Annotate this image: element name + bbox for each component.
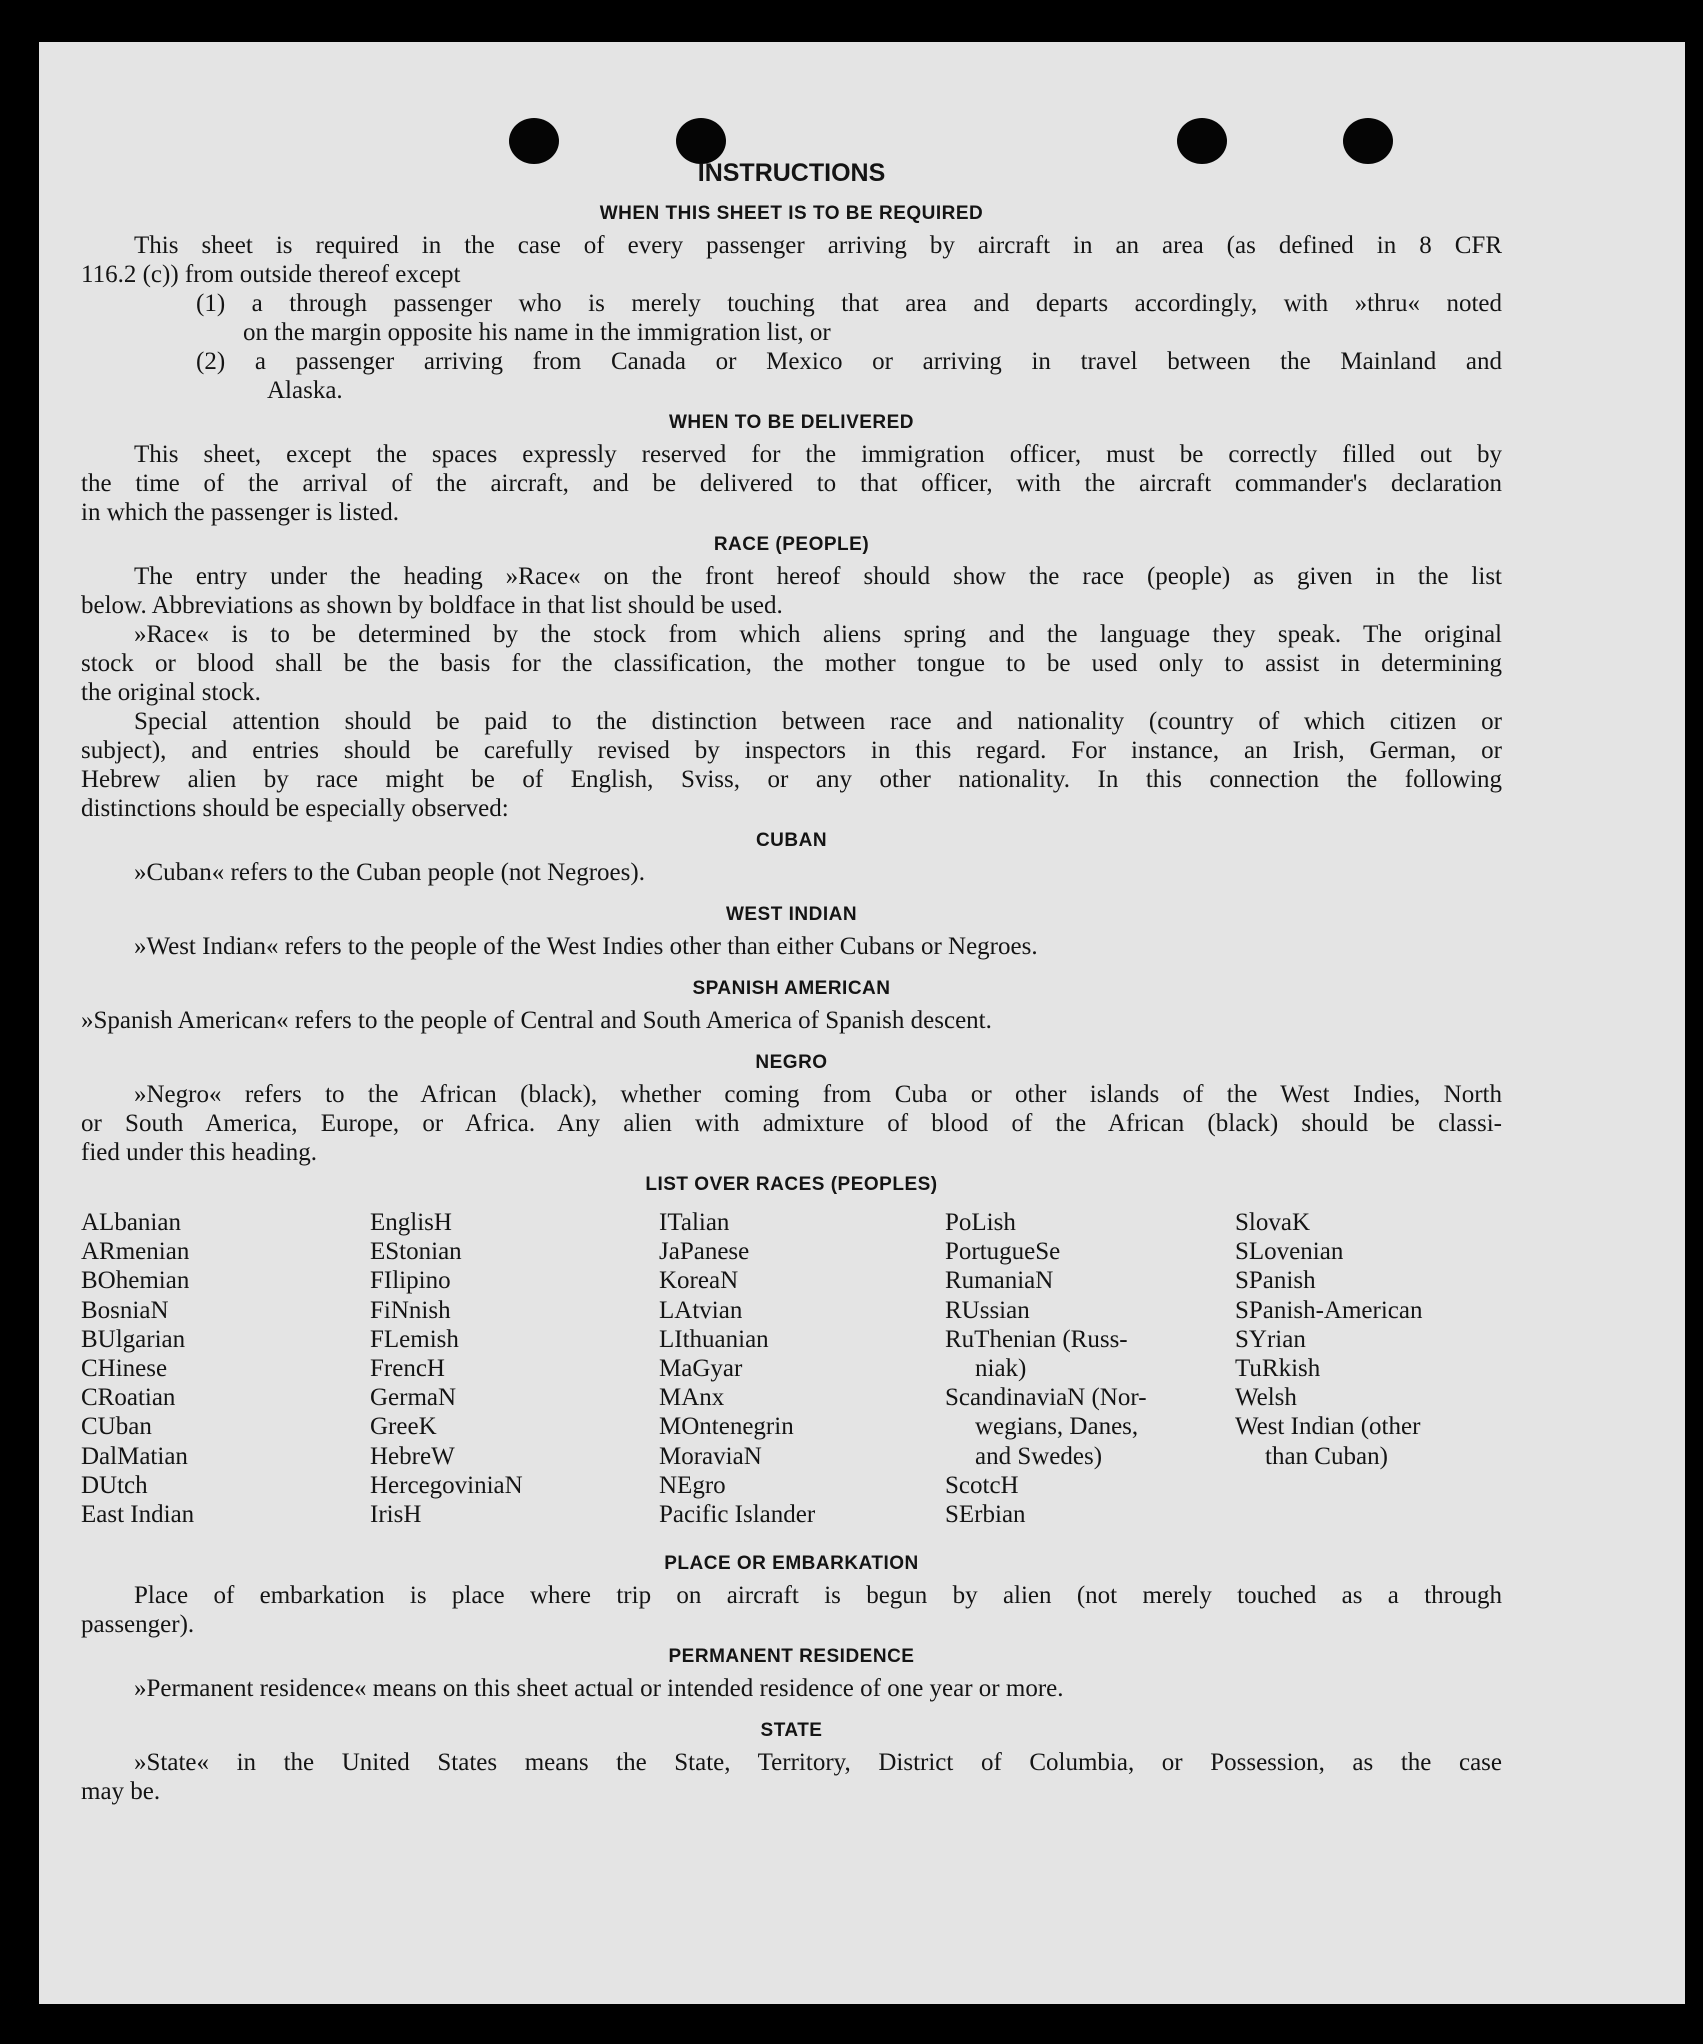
race-item: East Indian xyxy=(81,1500,195,1528)
text-line: »Race« is to be determined by the stock from which aliens spring and the language they speak. The original xyxy=(134,621,1502,648)
race-item: FIlipino xyxy=(370,1267,451,1295)
race-item: ALbanian xyxy=(81,1209,181,1236)
race-item: JaPanese xyxy=(659,1238,750,1266)
race-item: LIthuanian xyxy=(659,1325,769,1353)
race-item: Welsh xyxy=(1235,1384,1297,1412)
section xyxy=(81,1167,1502,1546)
text-line: Place of embarkation is place where trip on aircraft is begun by alien (not merely touched as a through xyxy=(134,1582,1502,1609)
race-item: ScotcH xyxy=(945,1471,1019,1499)
paragraph xyxy=(81,347,1502,405)
race-item: BosniaN xyxy=(81,1296,169,1324)
race-item: niak) xyxy=(975,1354,1027,1382)
race-item: SPanish-American xyxy=(1235,1296,1423,1324)
section xyxy=(81,1546,1502,1639)
paragraph xyxy=(81,932,1502,961)
text-line: This sheet, except the spaces expressly reserved for the immigration officer, must be correctly filled out by xyxy=(134,441,1502,468)
race-item: LAtvian xyxy=(659,1296,743,1324)
paragraph xyxy=(81,562,1502,620)
race-item: SlovaK xyxy=(1235,1209,1310,1236)
section xyxy=(81,1045,1502,1167)
race-item: and Swedes) xyxy=(975,1442,1103,1470)
race-item: wegians, Danes, xyxy=(975,1413,1139,1441)
section xyxy=(81,1713,1502,1806)
text-line: »Spanish American« refers to the people of Central and South America of Spanish descent. xyxy=(81,1007,992,1034)
race-item: EnglisH xyxy=(370,1209,452,1236)
paragraph xyxy=(81,620,1502,707)
instructions-content xyxy=(81,155,1502,1806)
race-item: MOntenegrin xyxy=(659,1413,794,1441)
text-line: (1) a through passenger who is merely touching that area and departs accordingly, with »thru« noted xyxy=(196,290,1502,317)
race-item: PoLish xyxy=(945,1209,1016,1236)
race-item: BUlgarian xyxy=(81,1325,186,1353)
race-item: ScandinaviaN (Nor- xyxy=(945,1384,1147,1412)
text-line: or South America, Europe, or Africa. Any alien with admixture of blood of the African (black) should be classi- xyxy=(81,1110,1502,1137)
section xyxy=(81,971,1502,1035)
section xyxy=(81,823,1502,887)
text-line: stock or blood shall be the basis for the classification, the mother tongue to be used only to assist in determining xyxy=(81,650,1502,677)
section-heading: WHEN THIS SHEET IS TO BE REQUIRED xyxy=(599,203,984,224)
race-item: IrisH xyxy=(370,1500,422,1528)
text-line: the time of the arrival of the aircraft, and be delivered to that officer, with the aircraft commander's declaration xyxy=(81,470,1502,497)
race-column xyxy=(370,1208,523,1529)
text-line: »Cuban« refers to the Cuban people (not Negroes). xyxy=(134,859,645,886)
section-heading: NEGRO xyxy=(755,1052,828,1073)
section-heading: LIST OVER RACES (PEOPLES) xyxy=(645,1174,938,1195)
race-item: MoraviaN xyxy=(659,1442,762,1470)
paragraph xyxy=(81,707,1502,823)
race-item: ITalian xyxy=(659,1209,730,1236)
race-item: RuThenian (Russ- xyxy=(945,1325,1128,1353)
paragraph xyxy=(81,231,1502,289)
race-item: SLovenian xyxy=(1235,1238,1344,1266)
paragraph xyxy=(81,1674,1502,1703)
text-line: below. Abbreviations as shown by boldface in that list should be used. xyxy=(81,592,783,619)
race-item: PortugueSe xyxy=(945,1238,1061,1266)
text-line: subject), and entries should be carefully revised by inspectors in this regard. For instance, an Irish, German, or xyxy=(81,737,1502,764)
race-item: HercegoviniaN xyxy=(370,1471,523,1499)
race-item: HebreW xyxy=(370,1442,455,1470)
text-line: may be. xyxy=(81,1778,161,1805)
section xyxy=(81,527,1502,823)
race-item: SYrian xyxy=(1235,1325,1306,1353)
text-line: 116.2 (c)) from outside thereof except xyxy=(81,261,461,288)
text-line: passenger). xyxy=(81,1611,195,1638)
race-item: ARmenian xyxy=(81,1238,190,1266)
race-item: SPanish xyxy=(1235,1267,1316,1295)
race-column xyxy=(81,1208,194,1529)
race-item: BOhemian xyxy=(81,1267,190,1295)
paragraph xyxy=(81,289,1502,347)
race-item: RumaniaN xyxy=(945,1267,1054,1295)
race-item: than Cuban) xyxy=(1265,1442,1388,1470)
text-line: Alaska. xyxy=(267,377,343,404)
section-heading: RACE (PEOPLE) xyxy=(713,534,870,555)
race-item: EStonian xyxy=(370,1238,462,1266)
section xyxy=(81,897,1502,961)
text-line: Hebrew alien by race might be of English, Sviss, or any other nationality. In this connection the following xyxy=(81,766,1502,793)
race-item: MaGyar xyxy=(659,1354,743,1382)
section-heading: PERMANENT RESIDENCE xyxy=(668,1646,915,1667)
text-line: (2) a passenger arriving from Canada or Mexico or arriving in travel between the Mainland and xyxy=(196,348,1502,375)
race-item: RUssian xyxy=(945,1296,1030,1324)
race-item: MAnx xyxy=(659,1384,725,1412)
race-item: FLemish xyxy=(370,1325,459,1353)
race-item: DalMatian xyxy=(81,1442,188,1470)
paragraph xyxy=(81,858,1502,887)
text-line: The entry under the heading »Race« on the front hereof should show the race (people) as given in the list xyxy=(134,563,1502,590)
race-item: TuRkish xyxy=(1235,1354,1321,1382)
race-item: West Indian (other xyxy=(1235,1413,1421,1441)
race-item: FiNnish xyxy=(370,1296,451,1324)
text-line: distinctions should be especially observed: xyxy=(81,795,509,822)
race-item: SErbian xyxy=(945,1500,1026,1528)
race-item: DUtch xyxy=(81,1471,148,1499)
text-line: on the margin opposite his name in the immigration list, or xyxy=(243,319,831,346)
race-item: GermaN xyxy=(370,1384,457,1412)
section-heading: CUBAN xyxy=(755,830,828,851)
paragraph xyxy=(81,440,1502,527)
text-line: in which the passenger is listed. xyxy=(81,499,399,526)
text-line: Special attention should be paid to the distinction between race and nationality (country of which citizen or xyxy=(134,708,1502,735)
section xyxy=(81,405,1502,527)
race-column xyxy=(1235,1208,1422,1471)
race-list xyxy=(81,1208,1502,1546)
section-heading: PLACE OR EMBARKATION xyxy=(664,1553,919,1574)
race-item: CUban xyxy=(81,1413,152,1441)
section-heading: SPANISH AMERICAN xyxy=(692,978,891,999)
text-line: fied under this heading. xyxy=(81,1139,318,1166)
page-title: INSTRUCTIONS xyxy=(697,159,886,187)
text-line: »State« in the United States means the State, Territory, District of Columbia, or Possession, as the case xyxy=(134,1749,1502,1776)
race-column xyxy=(659,1208,815,1529)
race-item: CRoatian xyxy=(81,1384,176,1412)
paragraph xyxy=(81,1080,1502,1167)
paragraph xyxy=(81,1006,1502,1035)
race-item: GreeK xyxy=(370,1413,437,1441)
section-heading: WHEN TO BE DELIVERED xyxy=(668,412,915,433)
race-item: Pacific Islander xyxy=(659,1500,816,1528)
text-line: This sheet is required in the case of every passenger arriving by aircraft in an area (as defined in 8 CFR xyxy=(134,232,1502,259)
race-item: FrencH xyxy=(370,1354,445,1382)
text-line: »West Indian« refers to the people of the West Indies other than either Cubans or Negroes. xyxy=(134,933,1038,960)
race-item: CHinese xyxy=(81,1354,168,1382)
race-item: KoreaN xyxy=(659,1267,739,1295)
text-line: »Negro« refers to the African (black), whether coming from Cuba or other islands of the West Indies, North xyxy=(134,1081,1502,1108)
race-item: NEgro xyxy=(659,1471,726,1499)
paragraph xyxy=(81,1748,1502,1806)
race-column xyxy=(945,1208,1147,1529)
section xyxy=(81,196,1502,405)
section-heading: STATE xyxy=(760,1720,823,1741)
text-line: the original stock. xyxy=(81,679,261,706)
section-heading: WEST INDIAN xyxy=(725,904,858,925)
section xyxy=(81,1639,1502,1703)
text-line: »Permanent residence« means on this sheet actual or intended residence of one year or more. xyxy=(134,1675,1064,1702)
paragraph xyxy=(81,1581,1502,1639)
